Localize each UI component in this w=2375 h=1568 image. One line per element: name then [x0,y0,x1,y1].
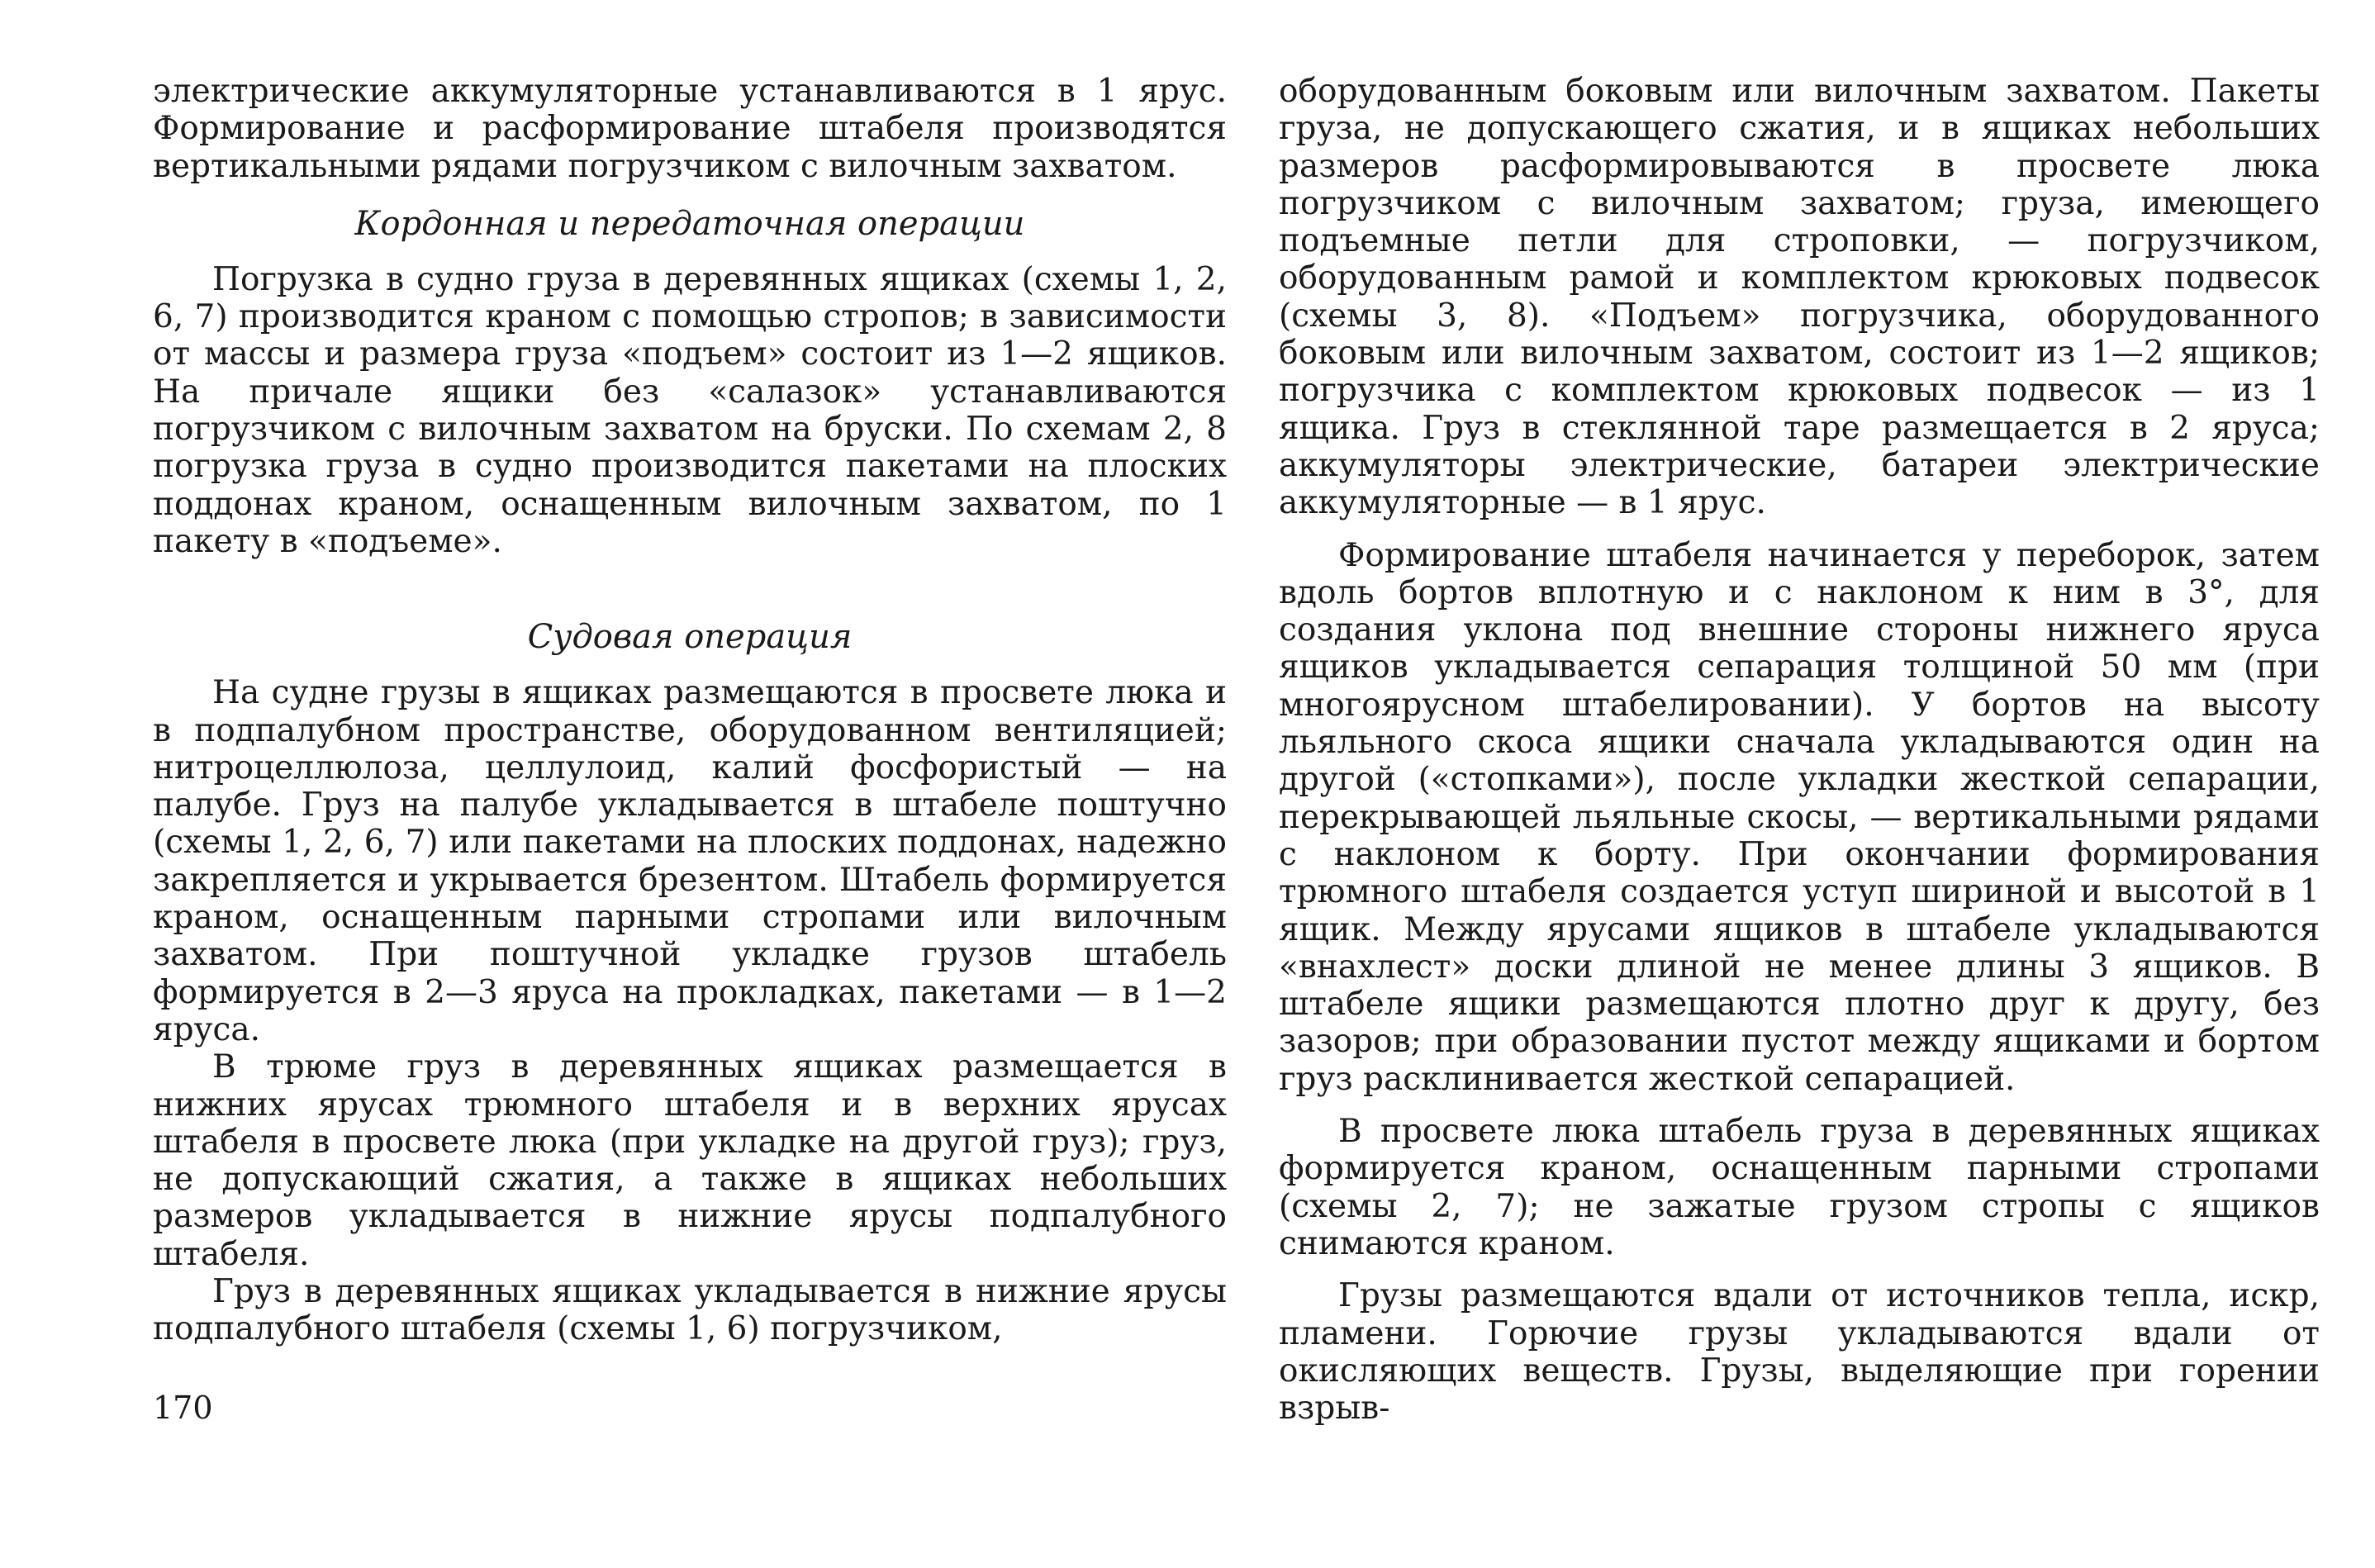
paragraph: Грузы размещаются вдали от источников тепла, искр, пламени. Горючие грузы укладываются вдали от окисляющих веществ. Грузы, выделяющие при горении взрыв- [1279,1277,2320,1428]
paragraph: На судне грузы в ящиках размещаются в просвете люка и в подпалубном пространстве, оборудованном вентиляцией; нитроцеллюлоза, целлулоид, калий фосфористый — на палубе. Груз на палубе укладывается в штабеле поштучно (схемы 1, 2, 6, 7) или пакетами на плоских поддонах, надежно закрепляется и укрывается брезентом. Штабель формируется краном, оснащенным парными стропами или вилочным захватом. При поштучной укладке грузов штабель формируется в 2—3 яруса на прокладках, пакетами — в 1—2 яруса. [153,674,1227,1048]
paragraph: Погрузка в судно груза в деревянных ящиках (схемы 1, 2, 6, 7) производится краном с помощью стропов; в зависимости от массы и размера груза «подъем» состоит из 1—2 ящиков. На причале ящики без «салазок» устанавливаются погрузчиком с вилочным захватом на бруски. По схемам 2, 8 погрузка груза в судно производится пакетами на плоских поддонах краном, оснащенным вилочным захватом, по 1 пакету в «подъеме». [153,260,1227,560]
right-page [1279,73,2320,1427]
page-number: 170 [153,1390,213,1426]
section-heading: Кордонная и передаточная операции [354,204,1025,243]
paragraph: В просвете люка штабель груза в деревянных ящиках формируется краном, оснащенным парными стропами (схемы 2, 7); не зажатые грузом стропы с ящиков снимаются краном. [1279,1113,2320,1262]
paragraph: Формирование штабеля начинается у переборок, затем вдоль бортов вплотную и с наклоном к ним в 3°, для создания уклона под внешние стороны нижнего яруса ящиков укладывается сепарация толщиной 50 мм (при многоярусном штабелировании). У бортов на высоту льяльного скоса ящики сначала укладываются один на другой («стопками»), после укладки жесткой сепарации, перекрывающей льяльные скосы, — вертикальными рядами с наклоном к борту. При окончании формирования трюмного штабеля создается уступ шириной и высотой в 1 ящик. Между ярусами ящиков в штабеле укладываются «внахлест» доски длиной не менее длины 3 ящиков. В штабеле ящики размещаются плотно друг к другу, без зазоров; при образовании пустот между ящиками и бортом груз расклинивается жесткой сепарацией. [1279,536,2320,1098]
left-page [153,73,1227,1348]
paragraph: В трюме груз в деревянных ящиках размещается в нижних ярусах трюмного штабеля и в верхних ярусах штабеля в просвете люка (при укладке на другой груз); груз, не допускающий сжатия, а также в ящиках небольших размеров укладывается в нижние ярусы подпалубного штабеля. [153,1048,1227,1273]
paragraph: электрические аккумуляторные устанавливаются в 1 ярус. Формирование и расформирование штабеля производятся вертикальными рядами погрузчиком с вилочным захватом. [153,73,1227,185]
section-heading: Судовая операция [527,618,853,657]
paragraph: оборудованным боковым или вилочным захватом. Пакеты груза, не допускающего сжатия, и в ящиках небольших размеров расформировываются в просвете люка погрузчиком с вилочным захватом; груза, имеющего подъемные петли для строповки, — погрузчиком, оборудованным рамой и комплектом крюковых подвесок (схемы 3, 8). «Подъем» погрузчика, оборудованного боковым или вилочным захватом, состоит из 1—2 ящиков; погрузчика с комплектом крюковых подвесок — из 1 ящика. Груз в стеклянной таре размещается в 2 яруса; аккумуляторы электрические, батареи электрические аккумуляторные — в 1 ярус. [1279,73,2320,522]
paragraph: Груз в деревянных ящиках укладывается в нижние ярусы подпалубного штабеля (схемы 1, 6) погрузчиком, [153,1273,1227,1348]
